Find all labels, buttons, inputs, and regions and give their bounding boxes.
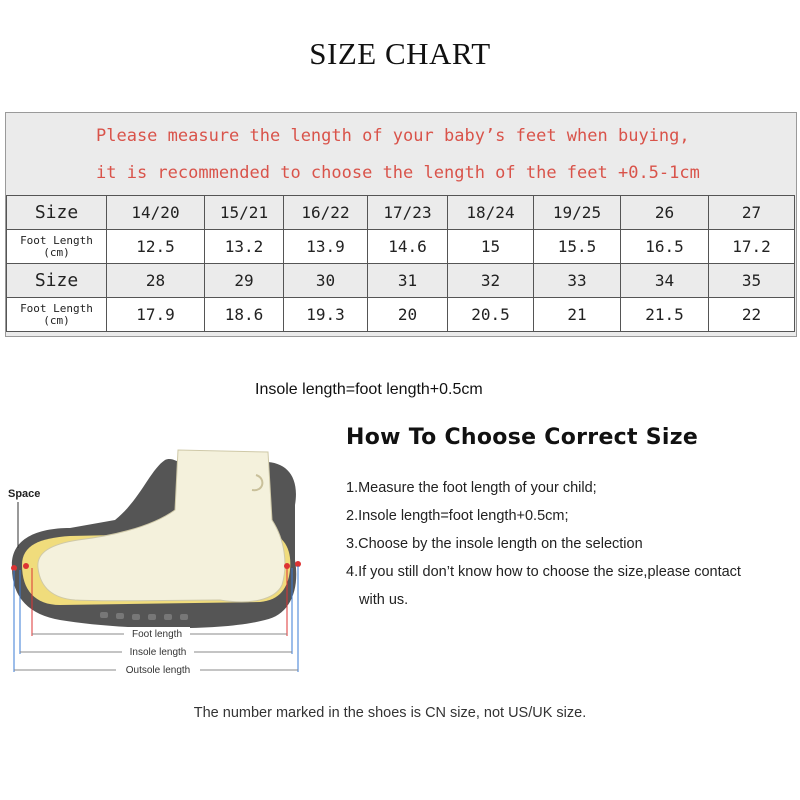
size-cell: 17/23 [368,196,448,230]
foot-length-header: Foot Length (cm) [7,230,107,264]
outsole-length-label: Outsole length [125,665,191,676]
foot-measurement-diagram [0,440,330,690]
size-cell: 16/22 [284,196,368,230]
step-4-continued: with us. [359,592,409,608]
size-cell: 35 [709,264,795,298]
foot-length-cell: 17.9 [107,298,205,332]
foot-length-cell: 19.3 [284,298,368,332]
size-cell: 27 [709,196,795,230]
notice-line-2: it is recommended to choose the length of the feet +0.5-1cm [96,163,700,183]
how-to-steps [346,474,796,614]
size-cell: 18/24 [448,196,534,230]
step-2: 2.Insole length=foot length+0.5cm; [346,508,569,524]
size-cell: 28 [107,264,205,298]
notice-line-1: Please measure the length of your baby’s feet when buying, [96,126,690,146]
foot-length-label: Foot length [131,629,183,640]
size-cell: 34 [621,264,709,298]
size-table [6,195,795,332]
foot-length-cell: 20 [368,298,448,332]
foot-length-cell: 22 [709,298,795,332]
size-cell: 14/20 [107,196,205,230]
size-cell: 26 [621,196,709,230]
cn-size-note: The number marked in the shoes is CN size, not US/UK size. [193,705,587,721]
foot-length-cell: 15 [448,230,534,264]
size-chart [5,112,797,337]
size-header: Size [7,264,107,298]
foot-length-cell: 14.6 [368,230,448,264]
size-cell: 30 [284,264,368,298]
foot-length-cell: 13.2 [205,230,284,264]
step-1: 1.Measure the foot length of your child; [346,480,597,496]
foot-length-cell: 21 [534,298,621,332]
foot-length-cell: 16.5 [621,230,709,264]
how-to-title: How To Choose Correct Size [346,425,699,450]
foot-length-row-1 [7,230,795,264]
size-row-2 [7,264,795,298]
size-cell: 19/25 [534,196,621,230]
measure-notice [6,113,796,195]
size-cell: 33 [534,264,621,298]
size-header: Size [7,196,107,230]
insole-length-note: Insole length=foot length+0.5cm [255,381,483,398]
step-4: 4.If you still don’t know how to choose the size,please contact [346,564,741,580]
page-title: SIZE CHART [309,36,491,71]
foot-length-cell: 15.5 [534,230,621,264]
foot-length-cell: 20.5 [448,298,534,332]
size-row-1 [7,196,795,230]
foot-length-cell: 13.9 [284,230,368,264]
foot-length-cell: 17.2 [709,230,795,264]
size-cell: 15/21 [205,196,284,230]
step-3: 3.Choose by the insole length on the selection [346,536,643,552]
foot-length-row-2 [7,298,795,332]
space-label: Space [8,488,41,500]
foot-length-cell: 12.5 [107,230,205,264]
size-cell: 32 [448,264,534,298]
size-cell: 31 [368,264,448,298]
foot-length-header: Foot Length (cm) [7,298,107,332]
foot-length-cell: 21.5 [621,298,709,332]
insole-length-label: Insole length [129,647,187,658]
insole-start-point [23,563,29,569]
foot-length-cell: 18.6 [205,298,284,332]
size-cell: 29 [205,264,284,298]
